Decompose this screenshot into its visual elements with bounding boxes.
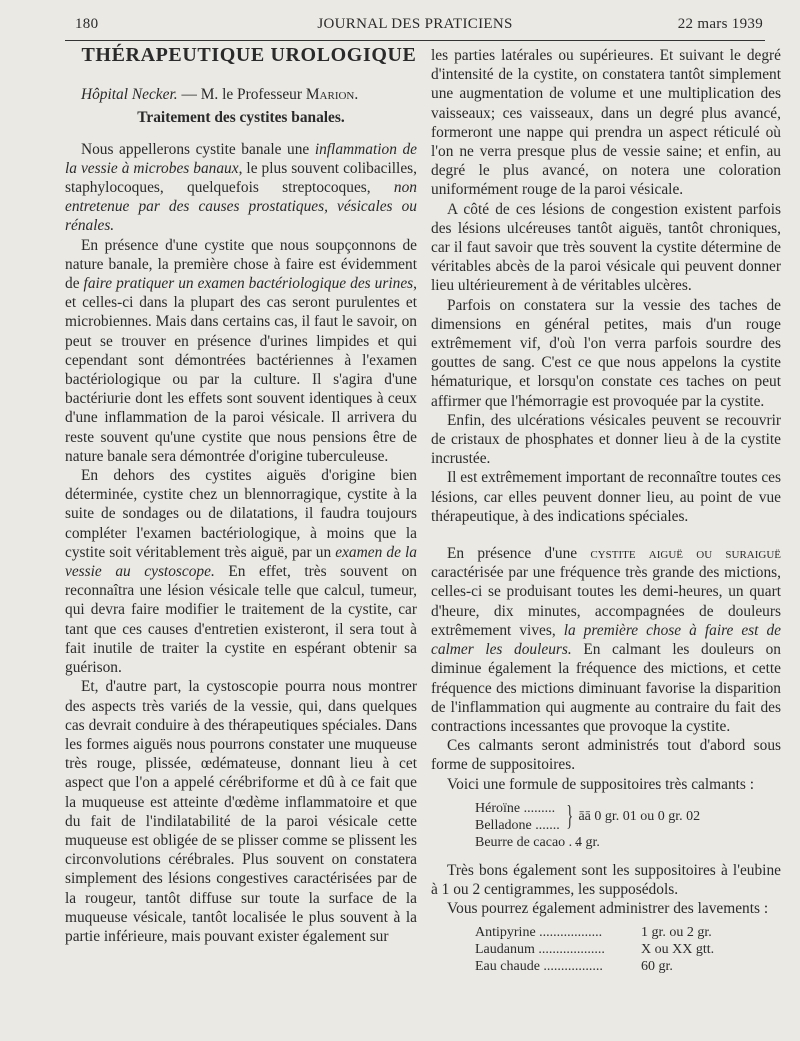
- paragraph: Enfin, des ulcérations vésicales peuvent se recouvrir de cristaux de phosphates et donner lieu à de la cystite incrustée.: [431, 411, 781, 468]
- running-header: [65, 12, 765, 41]
- text-run: En effet, très souvent on reconnaîtra une lésion vésicale telle que calcul, tumeur, qui devra faire modifier le traitement de la cystite, car tant que ces causes d'entretien existeront, il sera tout à fait inutile de traiter la cystite en espérant obtenir sa guérison.: [65, 563, 417, 677]
- formula-drug: Eau chaude .................: [475, 959, 603, 975]
- text-run: En présence d'une cystite que nous soupçonnons de nature banale, la première chose à faire est évidemment de: [65, 236, 417, 293]
- text-smallcaps: cystite aiguë ou suraiguë: [590, 545, 781, 563]
- enema-formula: [431, 924, 781, 975]
- formula-dose: 4 gr.: [575, 834, 600, 850]
- formula-drug-list: [431, 800, 561, 834]
- formula-row: [431, 941, 781, 958]
- formula-brace-group: [431, 800, 781, 834]
- formula-drug: Laudanum ...................: [475, 942, 605, 958]
- article-subtitle: Traitement des cystites banales.: [137, 109, 345, 127]
- paragraph: Parfois on constatera sur la vessie des taches de dimensions en général petites, mais d'un rouge extrêmement vif, d'où l'on verra parfois sourdre des gouttes de sang. C'est ce que nous appelons la cystite hématurique, et lorsqu'on constate ces taches on peut affirmer que l'hémorragie est provoquée par la cystite.: [431, 296, 781, 410]
- formula-drug: Héroïne .........: [475, 800, 556, 816]
- text-run: , et celles-ci dans la plupart des cas seront purulentes et microbiennes. Mais dans certains cas, il faut le savoir, on peut se trouver en présence d'urines limpides et qui cependant sont démontrées bactériennes à l'examen bactériologique ou par la culture. Il s'agira d'une bactériurie dont les effets sont souvent identiques à ceux d'une inflammation de la paroi vésicale. Il arrivera du reste souvent qu'une cystite que nous pensions être de nature banale sera démontrée d'origine tuberculeuse.: [65, 275, 417, 465]
- text-emphasis: non entretenue par des causes prostatiques, vésicales ou rénales.: [65, 179, 417, 235]
- paragraph: A côté de ces lésions de congestion existent parfois des lésions ulcéreuses tantôt aiguës, tantôt chroniques, car il faut savoir que très souvent la cystite détermine de véritables abcès de la paroi vésicale qui peuvent donner lieu ultérieurement à de véritables ulcères.: [431, 200, 781, 295]
- paragraph: [65, 466, 417, 677]
- hospital-line: [65, 85, 417, 104]
- text-run: caractérisée par une fréquence très grande des mictions, celles-ci se produisant toutes les demi-heures, un quart d'heure, dix minutes, accompagnées de douleurs extrêmement vives,: [431, 564, 781, 639]
- formula-row: [431, 834, 781, 851]
- paragraph: les parties latérales ou supérieures. Et suivant le degré d'intensité de la cystite, on constatera tantôt simplement une augmentation de volume et une multiplication des vaisseaux; ces vaisseaux, dans un degré plus avancé, formeront une nappe qui prendra un aspect réticulé où l'on ne verra presque plus de vessie saine; et enfin, au degré le plus avancé, on notera une coloration uniformément rouge de la paroi vésicale.: [431, 47, 781, 199]
- paragraph: Vous pourrez également administrer des lavements :: [447, 900, 769, 918]
- suppository-formula: [431, 800, 781, 851]
- text-run: En présence d'une: [447, 545, 591, 563]
- journal-title: JOURNAL DES PRATICIENS: [317, 16, 513, 32]
- professor-name: Marion.: [305, 86, 359, 104]
- section-rubric: THÉRAPEUTIQUE UROLOGIQUE: [81, 44, 417, 66]
- formula-drug: Antipyrine ..................: [475, 925, 603, 941]
- paragraph: [65, 140, 417, 236]
- left-column: [65, 46, 417, 946]
- text-emphasis: examen de la vessie au cystoscope.: [65, 543, 417, 581]
- text-emphasis: inflammation de la vessie à microbes banaux: [65, 140, 417, 177]
- paragraph: [65, 236, 417, 466]
- formula-drug: Belladone .......: [475, 817, 560, 833]
- formula-dose: 1 gr. ou 2 gr.: [641, 925, 712, 941]
- formula-dose: āā 0 gr. 01 ou 0 gr. 02: [578, 809, 701, 825]
- paragraph: Il est extrêmement important de reconnaître toutes ces lésions, car elles peuvent donner lieu, au point de vue thérapeutique, à des indications spéciales.: [431, 469, 781, 525]
- right-column: [431, 46, 781, 985]
- hospital-name: Hôpital Necker.: [81, 86, 178, 104]
- text-run: , le plus souvent colibacilles, staphylocoques, quelquefois streptocoques,: [65, 159, 417, 197]
- formula-dose: 60 gr.: [641, 959, 673, 975]
- text-run: En dehors des cystites aiguës d'origine bien déterminée, cystite chez un blennorragique, cystite à la suite de sondages ou de dilatations, il faudra toujours compléter l'examen bactériologique, à moins que la cystite soit véritablement très aiguë, par un: [65, 467, 417, 561]
- text-run: Nous appellerons cystite banale une: [81, 140, 315, 158]
- formula-drug: Beurre de cacao . .: [475, 834, 580, 850]
- paragraph: Ces calmants seront administrés tout d'abord sous forme de suppositoires.: [431, 737, 781, 774]
- page-number: 180: [75, 16, 99, 32]
- formula-row: [431, 958, 781, 975]
- paragraph: Et, d'autre part, la cystoscopie pourra nous montrer des aspects très variés de la vessie, qui, dans quelques cas devrait conduire à des thérapeutiques spéciales. Dans les formes aiguës nous pourrons constater une muqueuse très rouge, plissée, œdémateuse, donnant lieu à cet aspect que l'on a appelé cérébriforme et dû à ce fait que la muqueuse est atteinte d'œdème inflammatoire et que du fait de l'indilatabilité de la paroi vésicale cette muqueuse est obligée de se plisser comme se plissent les circonvolutions cérébrales. Plus souvent on constatera simplement des lésions congestives caractérisées par de la rougeur, tantôt diffuse sur toute la surface de la muqueuse vésicale, tantôt localisée le plus souvent à la partie inférieure, mais pouvant exister également sur: [65, 678, 417, 945]
- text-run: En calmant les douleurs on diminue également la fréquence des mictions, et cette fréquence des mictions diminuant favorise la disparition de l'inflammation qui augmente au contraire du fait des contractions incessantes que provoque la cystite.: [431, 641, 781, 735]
- paragraph: Voici une formule de suppositoires très calmants :: [447, 775, 755, 793]
- hospital-dash: — M. le Professeur: [177, 86, 306, 104]
- formula-dose: X ou XX gtt.: [641, 942, 715, 958]
- text-emphasis: la première chose à faire est de calmer les douleurs.: [431, 621, 781, 659]
- brace-symbol: }: [566, 800, 574, 832]
- section-gap: [431, 526, 781, 544]
- paragraph: Très bons également sont les suppositoires à l'eubine à 1 ou 2 centigrammes, les supposédols.: [431, 861, 781, 898]
- text-emphasis: faire pratiquer un examen bactériologique des urines: [83, 275, 414, 293]
- issue-date: 22 mars 1939: [677, 16, 763, 32]
- paragraph: [431, 544, 781, 736]
- formula-row: [431, 924, 781, 941]
